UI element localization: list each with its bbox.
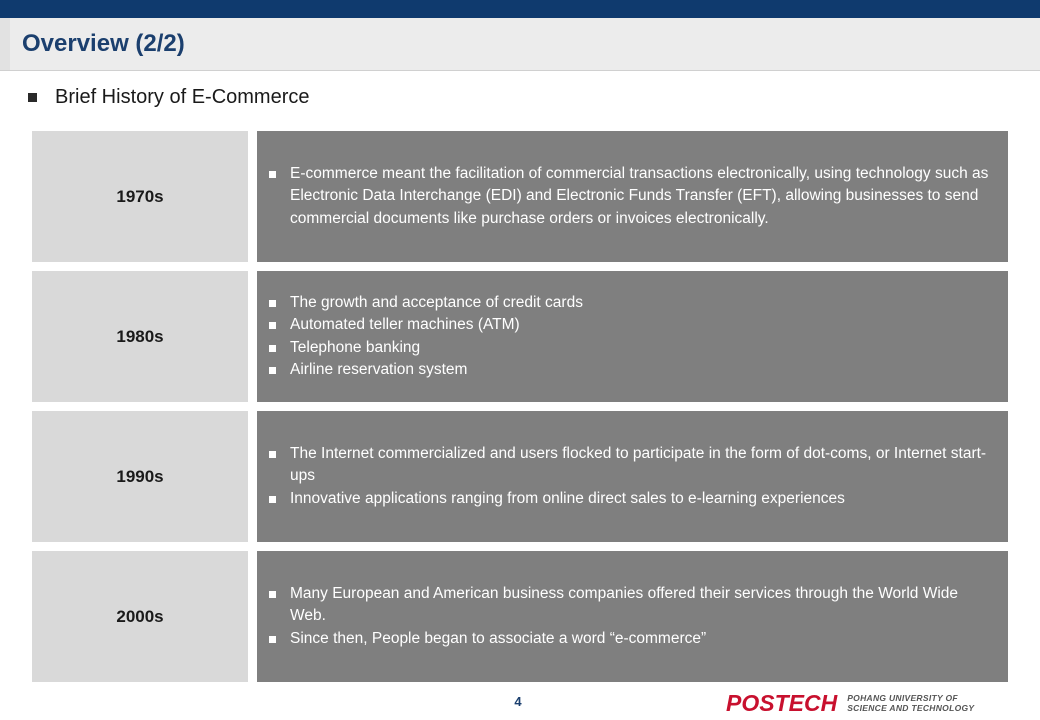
square-bullet-icon [269,367,276,374]
logo-subtitle-line1: POHANG UNIVERSITY OF [847,693,958,703]
list-item-text: E-commerce meant the facilitation of commercial transactions electronically, using technology such as Electronic Data Interchange (EDI) and Electronic Funds Transfer (EFT), allowing businesses to send commercial documents like purchase orders or invoices electronically. [290,164,989,227]
square-bullet-icon [269,496,276,503]
page-title: Overview (2/2) [22,30,185,57]
logo-wordmark: POSTECH [726,689,838,716]
period-label: 2000s [116,606,164,626]
list-item-text: Telephone banking [290,338,421,356]
square-bullet-icon [269,300,276,307]
title-accent [0,18,10,70]
period-label: 1980s [116,326,164,346]
list-item-text: Automated teller machines (ATM) [290,316,520,333]
list-item [269,488,996,511]
list-item-text: Many European and American business companies offered their services through the World Wide Web. [290,584,959,625]
top-bar [0,0,1040,18]
list-item [269,359,996,382]
square-bullet-icon [269,451,276,458]
title-band [0,18,1040,71]
list-item [269,314,996,337]
period-box-2000s [32,551,248,682]
list-item-text: The growth and acceptance of credit cards [290,293,583,311]
square-bullet-icon [28,93,37,102]
period-label: 1990s [116,466,164,486]
list-item-text: The Internet commercialized and users flocked to participate in the form of dot-coms, or Internet start-ups [290,444,987,485]
list-item-text: Innovative applications ranging from online direct sales to e-learning experiences [290,489,845,507]
square-bullet-icon [269,345,276,352]
description-box-2000s [257,551,1008,682]
list-item-text: Airline reservation system [290,361,468,378]
list-item [269,628,996,651]
period-box-1980s [32,271,248,402]
logo-subtitle [847,693,974,713]
description-box-1970s [257,131,1008,262]
square-bullet-icon [269,636,276,643]
description-box-1980s [257,271,1008,402]
section-heading-text: Brief History of E-Commerce [55,86,310,108]
postech-logo [726,690,1026,716]
list-item [269,583,996,628]
list-item [269,337,996,360]
section-heading [28,86,310,109]
list-item-text: Since then, People began to associate a word “e-commerce” [290,629,707,647]
period-label: 1970s [116,186,164,206]
square-bullet-icon [269,322,276,329]
period-box-1990s [32,411,248,542]
period-box-1970s [32,131,248,262]
list-item [269,163,996,231]
list-item [269,292,996,315]
list-item [269,443,996,488]
description-box-1990s [257,411,1008,542]
square-bullet-icon [269,591,276,598]
page-number: 4 [514,694,522,709]
logo-subtitle-line2: SCIENCE AND TECHNOLOGY [847,703,975,713]
square-bullet-icon [269,171,276,178]
